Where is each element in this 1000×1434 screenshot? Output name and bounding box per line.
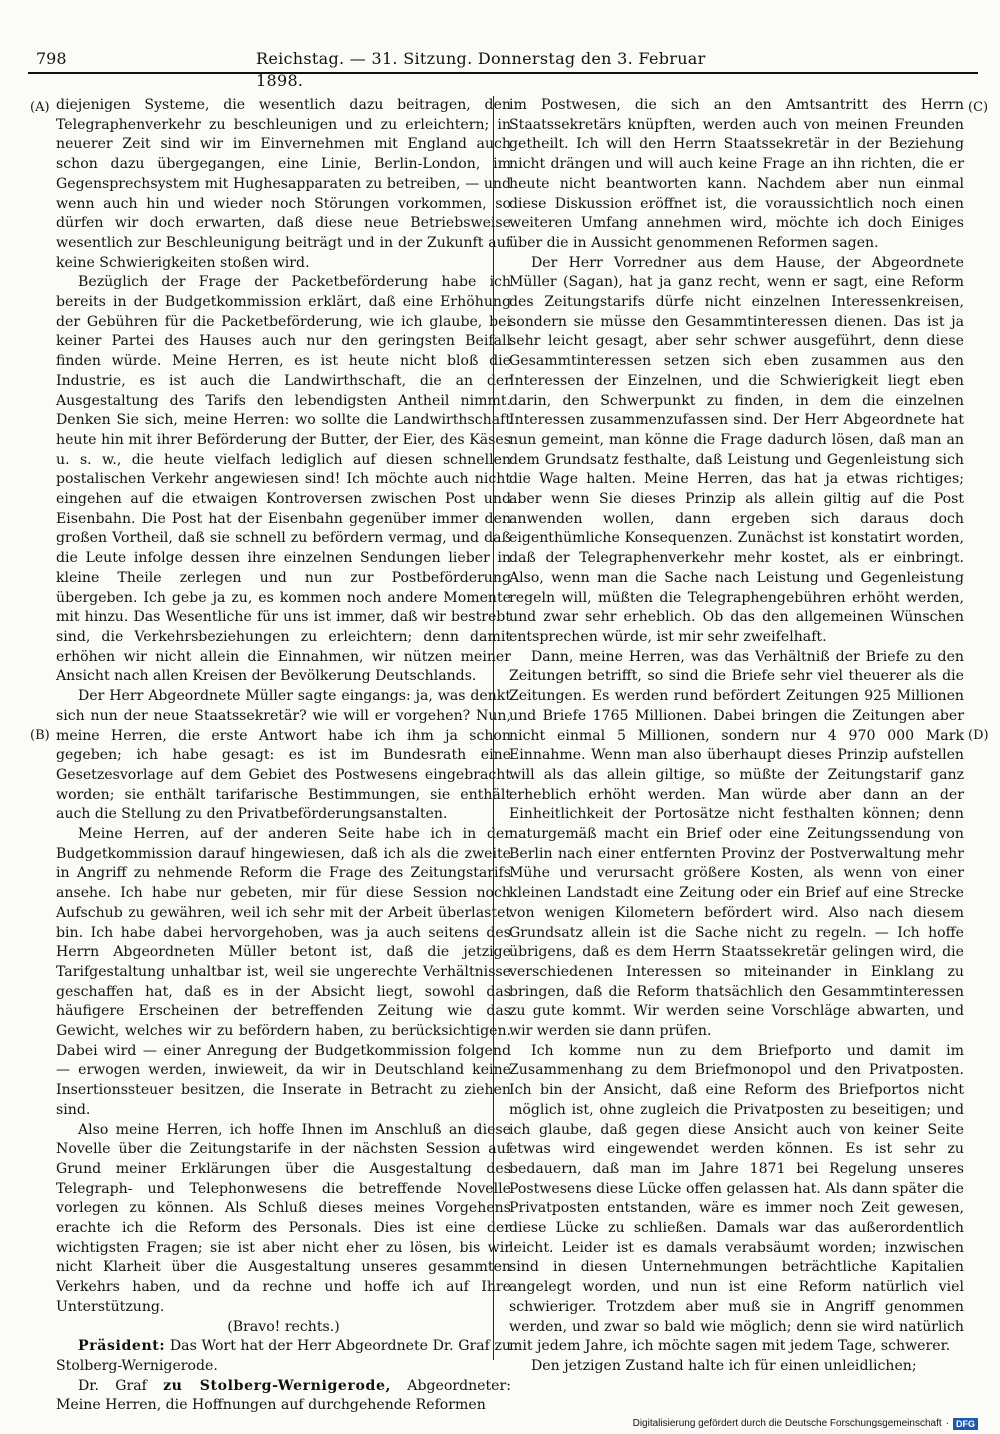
president-paragraph xyxy=(56,1337,511,1376)
speaker-paragraph xyxy=(56,1377,511,1416)
paragraph: diejenigen Systeme, die wesentlich dazu beitragen, den Telegraphenverkehr zu beschleunigen und zu erleichtern; in neuerer Zeit sind wir im Einvernehmen mit England auch schon dazu übergegangen, eine Linie, Berlin-London, im Gegensprechsystem mit Hughesapparaten zu betreiben, — und wenn auch hin und wieder noch Störungen vorkommen, so dürfen wir doch erwarten, daß diese neue Betriebsweise wesentlich zur Beschleunigung beiträgt und in der Zukunft auf keine Schwierigkeiten stoßen wird. xyxy=(56,97,511,271)
speaker-text: Abgeordneter: Meine Herren, die Hoffnungen auf durchgehende Reformen xyxy=(56,1377,511,1414)
paragraph: Der Herr Abgeordnete Müller sagte eingangs: ja, was denkt sich nun der neue Staatssekretär? wie will er vorgehen? Nun, meine Herren, die erste Antwort habe ich ihm ja schon gegeben; ich habe gesagt: es ist im Bundesrath eine Gesetzesvorlage auf dem Gebiet des Postwesens eingebracht worden; sie enthält tarifarische Bestimmungen, sie enthält auch die Stellung zu den Privatbeförderungsanstalten. xyxy=(56,688,511,823)
dfg-logo-icon: DFG xyxy=(953,1418,978,1430)
footer-text: Digitalisierung gefördert durch die Deutsche Forschungsgemeinschaft xyxy=(632,1418,942,1429)
running-title: Reichstag. — 31. Sitzung. Donnerstag den 3. Februar 1898. xyxy=(256,49,706,90)
header-rule xyxy=(28,72,978,74)
paragraph: Also meine Herren, ich hoffe Ihnen im Anschluß an diese Novelle über die Zeitungstarife in der nächsten Session auf Grund meiner Erklärungen über die Ausgestaltung des Telegraph- und Telephonwesens die betreffende Novelle vorlegen zu können. Als Schluß dieses meines Vorgehens erachte ich die Reform des Personals. Dies ist eine der wichtigsten Fragen; sie ist aber nicht eher zu lösen, bis wir nicht Klarheit über die Ausgestaltung unseres gesammten Verkehrs haben, und da rechne und hoffe ich auf Ihre Unterstützung. xyxy=(56,1121,511,1315)
paragraph: Bezüglich der Frage der Packetbeförderung habe ich bereits in der Budgetkommission erklärt, daß eine Erhöhung der Gebühren für die Packetbeförderung, wie ich glaube, bei keiner Partei des Hauses auch nur den geringsten Beifall finden würde. Meine Herren, es ist heute nicht bloß die Industrie, es ist auch die Landwirthschaft, die an der Ausgestaltung des Tarifs den lebendigsten Antheil nimmt. Denken Sie sich, meine Herren: wo sollte die Landwirthschaft heute hin mit ihrer Beförderung der Butter, der Eier, des Käses u. s. w., die heute vielfach lediglich auf diesen schnellen postalischen Verkehr angewiesen sind! Ich möchte auch nicht eingehen auf die etwaigen Kontroversen zwischen Post und Eisenbahn. Die Post hat der Eisenbahn gegenüber immer den großen Vortheil, daß sie schnell zu befördern vermag, und daß die Leute infolge dessen ihre einzelnen Sendungen lieber in kleine Theile zerlegen und nun zur Postbeförderung übergeben. Ich gebe ja zu, es kommen noch andere Momente mit hinzu. Das Wesentliche für uns ist immer, daß wir bestrebt sind, die Verkehrsbeziehungen zu erleichtern; denn damit erhöhen wir nicht allein die Einnahmen, wir nützen meiner Ansicht nach allen Kreisen der Bevölkerung Deutschlands. xyxy=(56,274,511,685)
left-column xyxy=(56,96,511,1414)
page-number: 798 xyxy=(36,49,67,68)
speaker-prefix: Dr. Graf xyxy=(78,1377,164,1394)
paragraph: Den jetzigen Zustand halte ich für einen unleidlichen; xyxy=(531,1358,917,1374)
page-header xyxy=(36,48,736,90)
paragraph: Ich komme nun zu dem Briefporto und damit im Zusammenhang zu dem Briefmonopol und den Privatposten. Ich bin der Ansicht, daß eine Reform des Briefportos nicht möglich ist, ohne zugleich die Privatposten zu beseitigen; und ich glaube, daß gegen diese Ansicht auch von keiner Seite etwas wird eingewendet werden können. Es ist sehr zu bedauern, daß man im Jahre 1871 bei Regelung unseres Postwesens diese Lücke offen gelassen hat. Als dann später die Privatposten entstanden, wäre es immer noch Zeit gewesen, diese Lücke zu schließen. Damals war das außerordentlich leicht. Leider ist es damals verabsäumt worden; inzwischen sind in diesen Unternehmungen beträchtliche Kapitalien angelegt worden, und nun ist eine Reform natürlich viel schwieriger. Trotzdem aber muß sie in Angriff genommen werden, und zwar so bald wie möglich; denn sie wird natürlich mit jedem Jahre, ich möchte sagen mit jedem Tage, schwerer. xyxy=(509,1042,964,1355)
digitization-footer: Digitalisierung gefördert durch die Deutsche Forschungsgemeinschaft · DFG xyxy=(633,1416,978,1432)
paragraph: Der Herr Vorredner aus dem Hause, der Abgeordnete Müller (Sagan), hat ja ganz recht, wenn er sagt, eine Reform des Zeitungstarifs dürfe nicht einzelnen Interessenkreisen, sondern sie müsse den Gesammtinteressen dienen. Das ist ja sehr leicht gesagt, aber sehr schwer ausgeführt, denn diese Gesammtinteressen setzen sich eben zusammen aus den Interessen der Einzelnen, und die Schwierigkeit liegt eben darin, den Schwerpunkt zu finden, in dem die einzelnen Interessen zusammenzufassen sind. Der Herr Abgeordnete hat nun gemeint, man könne die Frage dadurch lösen, daß man an dem Grundsatz festhalte, daß Leistung und Gegenleistung sich die Wage halten. Meine Herren, das hat ja etwas richtiges; aber wenn Sie dieses Prinzip als allein giltig auf die Post anwenden wollen, dann ergeben sich daraus doch eigenthümliche Konsequenzen. Zunächst ist konstatirt worden, daß der Telegraphenverkehr mehr kostet, als er einbringt. Also, wenn man die Sache nach Leistung und Gegenleistung regeln will, müßten die Telegraphengebühren erhöht werden, und zwar sehr erheblich. Ob das den allgemeinen Wünschen entsprechen würde, ist mir sehr zweifelhaft. xyxy=(509,254,964,645)
margin-marker-c: (C) xyxy=(968,100,989,115)
margin-marker-a: (A) xyxy=(30,100,50,115)
right-column xyxy=(509,96,964,1374)
paragraph: Dann, meine Herren, was das Verhältniß der Briefe zu den Zeitungen betrifft, so sind die Briefe sehr viel theuerer als die Zeitungen. Es werden rund befördert Zeitungen 925 Millionen und Briefe 1765 Millionen. Dabei bringen die Zeitungen aber nicht einmal 5 Millionen, sondern nur 4 970 000 Mark Einnahme. Wenn man also überhaupt dieses Prinzip aufstellen will als das allein giltige, so müßte der Zeitungstarif ganz erheblich erhöht werden. Man würde aber dann an der Einheitlichkeit der Portosätze nicht festhalten können; denn naturgemäß macht ein Brief oder eine Zeitungssendung von Berlin nach einer entfernten Provinz der Postverwaltung mehr Mühe und verursacht größere Kosten, als wenn von einer kleinen Landstadt eine Zeitung oder ein Brief auf eine Strecke von wenigen Kilometern befördert wird. Also nach diesem Grundsatz allein ist die Sache nicht zu regeln. — Ich hoffe übrigens, daß es dem Herrn Staatssekretär gelingen wird, die verschiedenen Interessen so miteinander in Einklang zu bringen, daß die Reform thatsächlich den Gesammtinteressen zu gute kommt. Wir werden seine Vorschläge abwarten, und wir werden sie dann prüfen. xyxy=(509,648,964,1040)
margin-marker-b: (B) xyxy=(30,728,50,743)
president-text: Das Wort hat der Herr Abgeordnete Dr. Graf zu Stolberg-Wernigerode. xyxy=(56,1338,511,1374)
applause-note: (Bravo! rechts.) xyxy=(227,1318,340,1335)
paragraph: Meine Herren, auf der anderen Seite habe ich in der Budgetkommission darauf hingewiesen, daß ich als die zweite in Angriff zu nehmende Reform die Frage des Zeitungstarifs ansehe. Ich habe nur gebeten, mir für diese Session noch Aufschub zu gewähren, weil ich sehr mit der Arbeit überlastet bin. Ich habe dabei hervorgehoben, was ja auch seitens des Herrn Abgeordneten Müller betont ist, daß die jetzige Tarifgestaltung unhaltbar ist, weil sie ungerechte Verhältnisse geschaffen hat, daß es in der Absicht liegt, sowohl das häufigere Erscheinen der betreffenden Zeitung wie das Gewicht, welches wir zu befördern haben, zu berücksichtigen. Dabei wird — einer Anregung der Budgetkommission folgend — erwogen werden, inwieweit, da wir in Deutschland keine Insertionssteuer besitzen, die Inserate in Betracht zu ziehen sind. xyxy=(56,826,511,1118)
paragraph: im Postwesen, die sich an den Amtsantritt des Herrn Staatssekretärs knüpften, werden auch von meinen Freunden getheilt. Ich will den Herrn Staatssekretär in der Beziehung nicht drängen und will auch keine Frage an ihn richten, die er heute nicht beantworten kann. Nachdem aber nun einmal diese Diskussion eröffnet ist, die voraussichtlich noch einen weiteren Umfang annehmen wird, möchte ich doch Einiges über die in Aussicht genommenen Reformen sagen. xyxy=(509,97,964,251)
president-label: Präsident: xyxy=(78,1338,166,1355)
speaker-name: zu Stolberg-Wernigerode, xyxy=(163,1377,392,1394)
margin-marker-d: (D) xyxy=(968,728,989,743)
column-divider xyxy=(493,96,494,1360)
